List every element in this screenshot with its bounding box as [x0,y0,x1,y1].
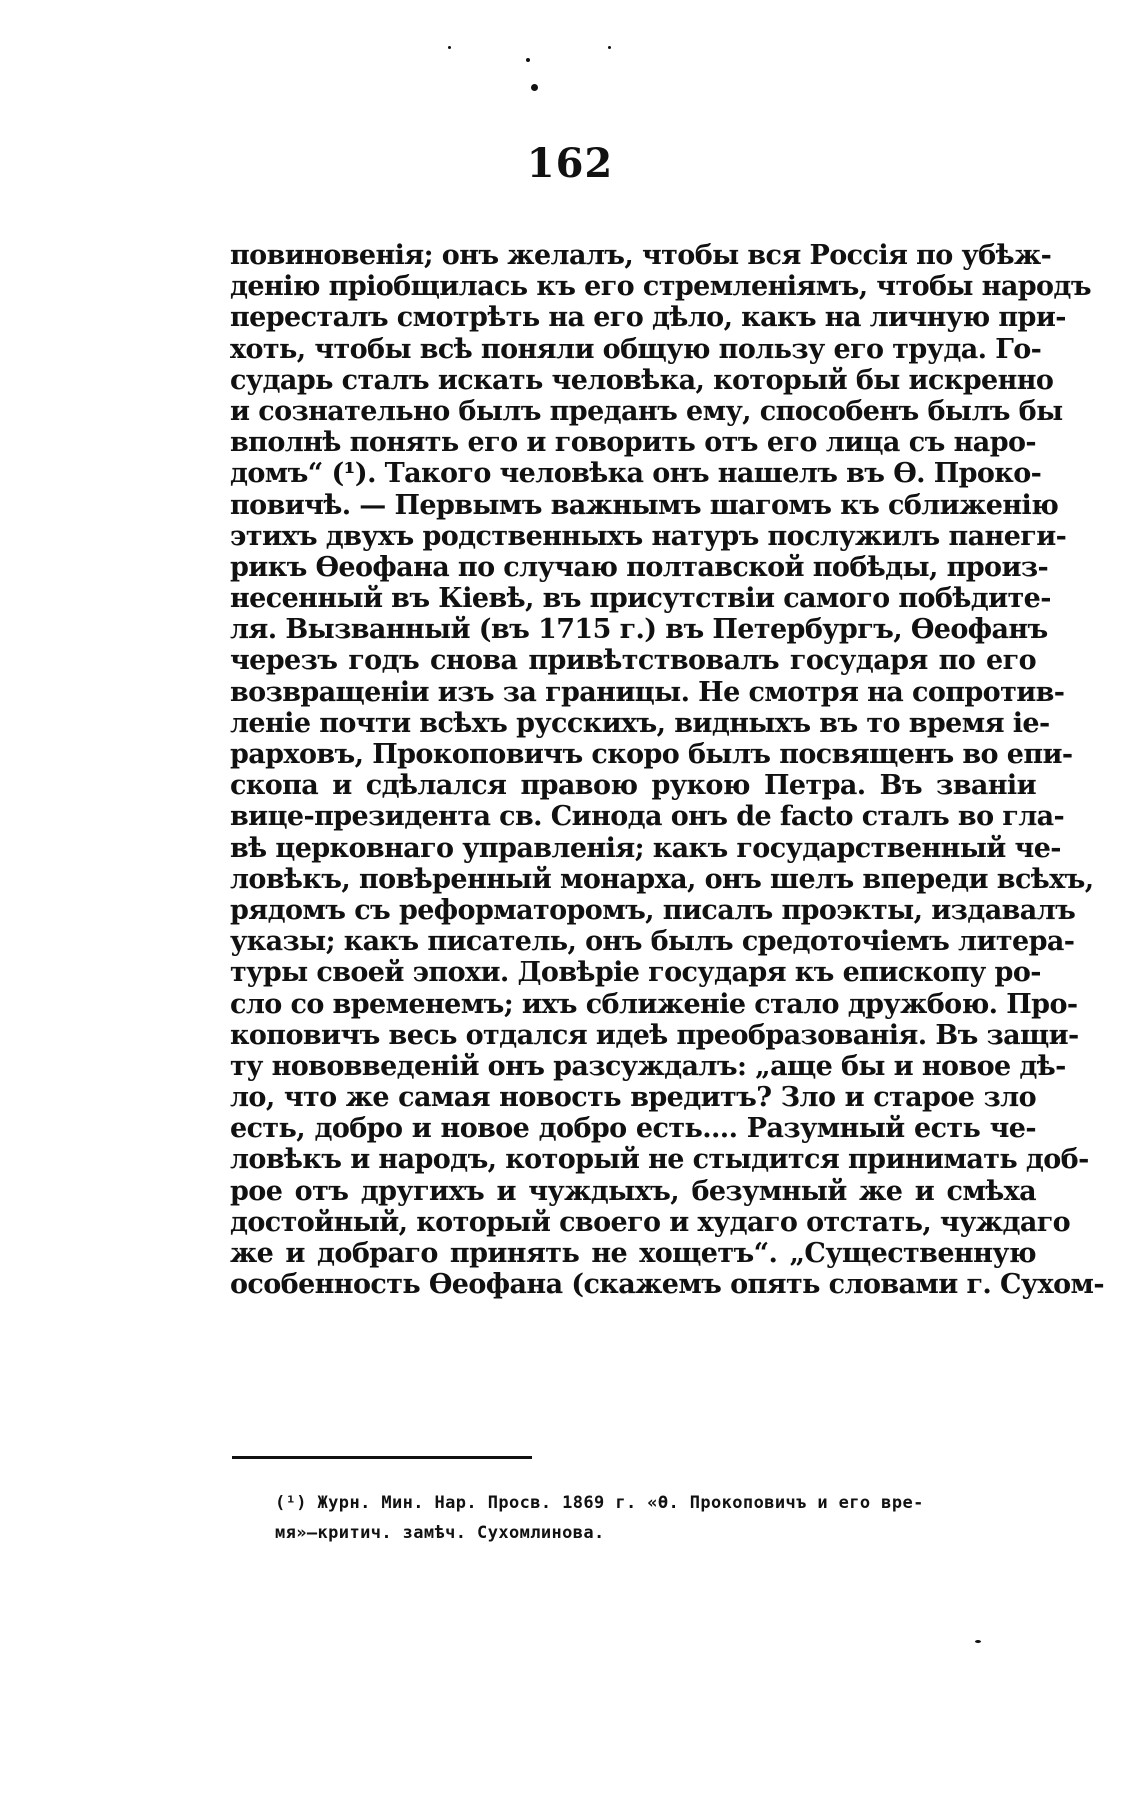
text-line: коповичъ весь отдался идеѣ преобразованія. Въ защи- [230,1019,1079,1051]
text-line: туры своей эпохи. Довѣріе государя къ епископу ро- [230,957,1041,989]
text-line: скопа и сдѣлался правою рукою Петра. Въ званіи [230,770,1036,802]
text-line: рарховъ, Прокоповичъ скоро былъ посвященъ во епи- [230,739,1073,770]
text-line: черезъ годъ снова привѣтствовалъ государя по его [230,645,1036,677]
text-line: рое отъ другихъ и чуждыхъ, безумный же и смѣха [230,1175,1036,1207]
text-line: есть, добро и новое добро есть.... Разумный есть че- [230,1113,1036,1145]
footnote-line: мя»—критич. замѣч. Сухомлинова. [275,1523,605,1543]
scan-speck [531,84,538,91]
scan-speck [448,46,451,49]
scan-speck [975,1640,981,1643]
text-line: указы; какъ писатель, онъ былъ средоточіемъ литера- [230,926,1075,958]
text-line: вполнѣ понять его и говорить отъ его лица съ наро- [230,427,1036,459]
text-line: ло, что же самая новость вредитъ? Зло и старое зло [230,1082,1036,1114]
text-line: ля. Вызванный (въ 1715 г.) въ Петербургъ, Ѳеофанъ [230,614,1048,646]
text-line: возвращеніи изъ за границы. Не смотря на сопротив- [230,676,1065,708]
scan-speck [608,46,611,49]
text-line: особенность Ѳеофана (скажемъ опять словами г. Сухом- [230,1269,1104,1301]
text-line: леніе почти всѣхъ русскихъ, видныхъ въ то время іе- [230,707,1050,739]
text-line: достойный, который своего и худаго отстать, чуждаго [230,1206,1071,1238]
text-line: сло со временемъ; ихъ сближеніе стало дружбою. Про- [230,988,1078,1020]
text-line: пересталъ смотрѣть на его дѣло, какъ на личную при- [230,302,1066,334]
text-line: повичѣ. — Первымъ важнымъ шагомъ къ сближенію [230,489,1059,521]
text-line: несенный въ Кіевѣ, въ присутствіи самого побѣдите- [230,583,1051,615]
text-line: рикъ Ѳеофана по случаю полтавской побѣды, произ- [230,551,1049,583]
scan-speck [526,58,530,62]
text-line: денію пріобщилась къ его стремленіямъ, чтобы народъ [230,271,1091,303]
text-line: рядомъ съ реформаторомъ, писалъ проэкты, издавалъ [230,894,1076,926]
text-line: сударь сталъ искать человѣка, который бы искренно [230,364,1054,396]
text-line: ловѣкъ и народъ, который не стыдится принимать доб- [230,1144,1089,1176]
text-line: вѣ церковнаго управленія; какъ государственный че- [230,832,1061,864]
text-line: ловѣкъ, повѣренный монарха, онъ шелъ впереди всѣхъ, [230,863,1094,895]
footnote [275,1488,1035,1548]
page-number: 162 [526,140,614,187]
text-line: хоть, чтобы всѣ поняли общую пользу его труда. Го- [230,333,1042,365]
text-line: вице-президента св. Синода онъ de facto сталъ во гла- [230,801,1065,833]
text-line: и сознательно былъ преданъ ему, способенъ былъ бы [230,395,1063,427]
footnote-divider [232,1456,532,1459]
text-line: повиновенія; онъ желалъ, чтобы вся Россія по убѣж- [230,240,1052,271]
text-line: этихъ двухъ родственныхъ натуръ послужилъ панеги- [230,520,1067,552]
footnote-line: (¹) Журн. Мин. Нар. Просв. 1869 г. «Ѳ. Прокоповичъ и его вре- [275,1493,924,1513]
text-line: ту нововведеній онъ разсуждалъ: „аще бы и новое дѣ- [230,1050,1066,1082]
text-line: же и добраго принять не хощетъ“. „Существенную [230,1238,1036,1269]
text-line: домъ“ (¹). Такого человѣка онъ нашелъ въ Ѳ. Проко- [230,458,1042,490]
body-text [230,240,1104,1301]
